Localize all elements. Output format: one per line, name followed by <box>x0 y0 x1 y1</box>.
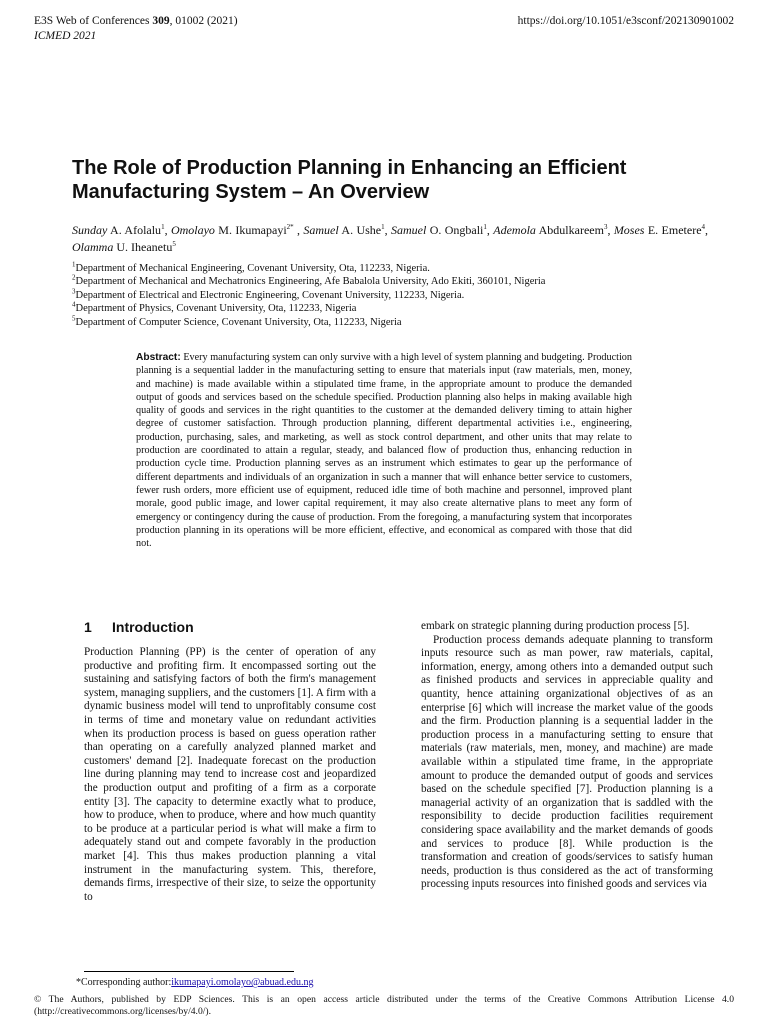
author-affiliation-mark: 1 <box>381 223 385 231</box>
author-family-name: M. Ikumapayi <box>214 223 287 237</box>
author-affiliation-mark: 1 <box>161 223 165 231</box>
paragraph: Production Planning (PP) is the center of operation of any productive and profiting firm. It encompassed sorting out the sustaining and satisfying factors of both the firm's management system, managing suppliers, and the customers [1]. A firm with a dynamic business model will tend to unprofitably consume cost in terms of time and monetary value on redundant activities when its production process is based on guess operation rather than operating on a carefully analyzed planned market and customers' demand [2]. Inadequate forecast on the production line during planning may tend to increase cost and jeopardized the production output and profiting of a firm as a corporate entity [3]. The capacity to determine exactly what to produce, how to produce, when to produce, where and how much quantity to be produce at a particular period is what will make a firm to adequately stand out and compete favorably in the production market [4]. This thus makes production planning a vital instrument in the manufacturing system. This, therefore, demands firms, irrespective of their size, to seize the opportunity to <box>84 646 376 903</box>
affiliation-text: Department of Computer Science, Covenant University, Ota, 112233, Nigeria <box>75 316 402 328</box>
affiliation-text: Department of Mechanical Engineering, Covenant University, Ota, 112233, Nigeria. <box>75 263 430 274</box>
email-link[interactable]: ikumapayi.omolayo@abuad.edu.ng <box>171 977 314 988</box>
affiliation-mark: 4 <box>72 300 76 309</box>
affiliation-item <box>72 289 708 302</box>
affiliation-list <box>72 262 708 329</box>
author-given-name: Omolayo <box>170 223 215 237</box>
affiliation-mark: 1 <box>72 260 76 269</box>
author-separator: , <box>384 223 391 237</box>
affiliation-mark: 5 <box>72 314 76 323</box>
affiliation-mark: 2 <box>72 273 76 282</box>
section-number: 1 <box>84 619 92 635</box>
body-column-left <box>84 646 376 904</box>
author-family-name: A. Ushe <box>338 223 382 237</box>
author-separator: , <box>293 223 304 237</box>
affiliation-item <box>72 302 708 315</box>
journal-name: E3S Web of Conferences <box>34 15 153 27</box>
author-family-name: E. Emetere <box>644 223 702 237</box>
author-given-name: Ademola <box>493 223 536 237</box>
journal-volume: 309 <box>152 15 170 27</box>
conference-name: ICMED 2021 <box>34 30 97 42</box>
section-title: Introduction <box>112 619 194 635</box>
abstract <box>136 351 632 550</box>
author-affiliation-mark: 4 <box>701 223 706 231</box>
author-family-name: A. Afolalu <box>107 223 162 237</box>
abstract-text: Every manufacturing system can only survive with a high level of system planning and budgeting. Production planning is a sequential ladder in the manufacturing setting to ensure that materials input (raw materials, men, money, and machine) is made available within a stipulated time frame, in the appropriate amount to produce the demanded output of goods and services based on the schedule specified. Production planning also helps in making available high quality of goods and services in the right quantities to the customer at the demanded delivery timing to attain higher degree of customer satisfaction. Through production planning, different departmental activities i.e., engineering, production, purchasing, sales, and marketing, as well as stock control department, and other units that may relate to production are coordinated to attain a regular, steady, and balanced flow of production thus, enhancing reduction in production cycle time. Production planning serves as an instrument which estimates to gear up the performance of different departments and individuals of an organization in such a manner that will enhance better service to customers, fewer rush orders, more efficient use of equipment, reduced idle time of both machine and personnel, improved plant morale, good public image, and lower capital requirement, it may also create alternative plans to meet any form of emergency or contingency during the cause of production. From the foregoing, a manufacturing system that incorporates production planning in its operations will be more efficient, effective, and economical as compared with those that did not. <box>136 352 632 550</box>
author-affiliation-mark: 1 <box>483 223 487 231</box>
affiliation-mark: 3 <box>72 287 76 296</box>
author-separator: , <box>607 223 614 237</box>
affiliation-item <box>72 316 708 329</box>
doi-link[interactable]: https://doi.org/10.1051/e3sconf/202130901002 <box>517 15 734 27</box>
section-heading <box>84 619 194 635</box>
affiliation-item <box>72 262 708 275</box>
author-separator: , <box>486 223 494 237</box>
journal-citation <box>34 14 238 29</box>
author-given-name: Sunday <box>72 223 108 237</box>
paragraph: Production process demands adequate planning to transform inputs resource such as man power, raw materials, capital, information, energy, among others into a demanded output such as finished products and services in appreciable quality and quantity, hence attaining organizational objectives of as an enterprise [6] which will increase the market value of the goods and the firm. Production planning is a sequential ladder in the production process in a manufacturing setting to ensure that materials (raw materials, men, money, and machine) are made available within a stipulated time frame, in the appropriate amount to produce the demanded output of goods and services based on the schedule specified [7]. Production planning is a managerial activity of an organization that is saddled with the responsibility to decide production facilities requirement considering space availability and the market demands of goods and services to produce [8]. While production is the transformation and creation of goods/services to satisfy human needs, production is thus considered as the act of transforming processing inputs resources into finished goods and services via <box>421 633 713 891</box>
author-separator: , <box>164 223 171 237</box>
affiliation-item <box>72 275 708 288</box>
license-notice: © The Authors, published by EDP Sciences. This is an open access article distributed under the terms of the Creative Commons Attribution License 4.0 (http://creativecommons.org/licenses/by/4.0/). <box>34 994 734 1017</box>
footnote-divider <box>84 971 294 972</box>
author-affiliation-mark: 2* <box>286 223 294 231</box>
page-header <box>34 14 734 44</box>
author-family-name: Abdulkareem <box>535 223 604 237</box>
body-column-right <box>421 620 713 892</box>
author-affiliation-mark: 3 <box>603 223 608 231</box>
author-list <box>72 222 708 256</box>
author-given-name: Olamma <box>72 240 114 254</box>
article-info: , 01002 (2021) <box>169 15 238 27</box>
footnote-label: *Corresponding author: <box>76 977 172 988</box>
paper-title: The Role of Production Planning in Enhancing an Efficient Manufacturing System – An Overview <box>72 157 627 203</box>
author-separator: , <box>705 223 709 237</box>
author-family-name: U. Iheanetu <box>113 240 173 254</box>
author-given-name: Moses <box>613 223 645 237</box>
paragraph: embark on strategic planning during production process [5]. <box>421 620 690 632</box>
affiliation-text: Department of Mechanical and Mechatronics Engineering, Afe Babalola University, Ado Ekiti, 360101, Nigeria <box>75 276 546 288</box>
author-family-name: O. Ongbali <box>426 223 484 237</box>
author-given-name: Samuel <box>391 223 427 237</box>
author-affiliation-mark: 5 <box>172 240 176 248</box>
author-given-name: Samuel <box>303 223 339 237</box>
footnote <box>76 977 314 988</box>
affiliation-text: Department of Physics, Covenant University, Ota, 112233, Nigeria <box>75 303 357 315</box>
abstract-label: Abstract: <box>136 352 181 363</box>
affiliation-text: Department of Electrical and Electronic Engineering, Covenant University, 112233, Nigeria. <box>75 289 465 301</box>
